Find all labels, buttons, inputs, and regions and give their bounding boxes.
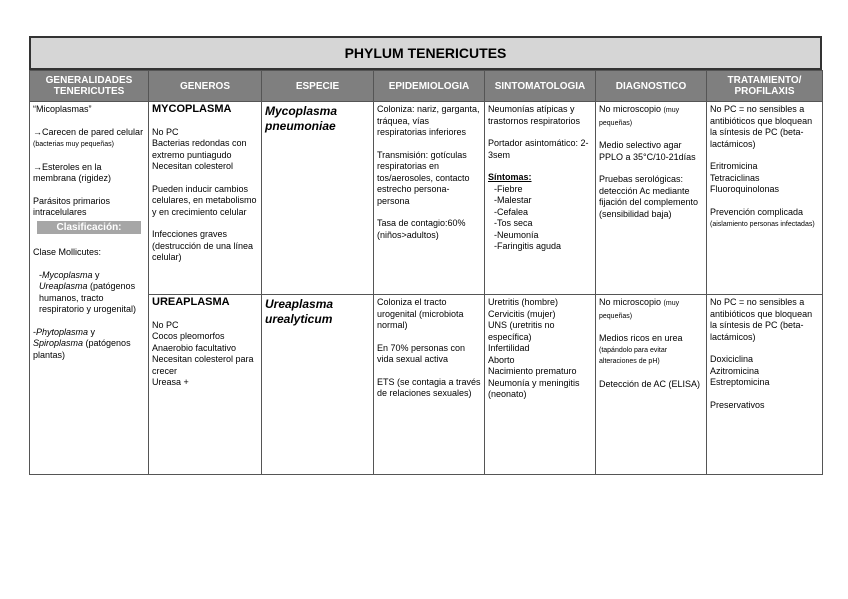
- drug-item: Azitromicina: [710, 365, 760, 376]
- diag-p3: Pruebas serológicas: detección Ac mediante fijación del complemento (sensibilidad baja): [599, 174, 699, 219]
- cell-especie-ureaplasma: [262, 295, 374, 475]
- diag-p2-note: (tapándolo para evitar alteraciones de pH): [599, 346, 668, 365]
- gen-p2: →Carecen de pared celular (bacterias muy pequeñas): [33, 126, 144, 148]
- header-tratamiento: TRATAMIENTO/ PROFILAXIS: [707, 71, 823, 102]
- genero-line: Cocos pleomorfos: [152, 331, 225, 341]
- gen-p1: “Micoplasmas”: [33, 104, 92, 114]
- gen-p3: →Esteroles en la membrana (rigidez): [33, 161, 112, 183]
- document-page: [29, 36, 822, 475]
- symptom-item: Nacimiento prematuro: [488, 366, 577, 376]
- symptom-item: UNS (uretritis no específica): [488, 320, 555, 342]
- genero-line: No PC: [152, 319, 179, 330]
- header-generalidades: GENERALIDADES TENERICUTES: [30, 71, 149, 102]
- clase-label: Clase Mollicutes:: [33, 247, 102, 257]
- genero-line: Necesitan colesterol para crecer: [152, 354, 254, 376]
- trat-p3: Prevención complicada (aislamiento personas infectadas): [710, 206, 815, 228]
- diag-p2: Medios ricos en urea: [599, 333, 683, 343]
- genero-p2: Pueden inducir cambios celulares, en metabolismo y en crecimiento celular: [152, 183, 257, 217]
- cell-genero-ureaplasma: [149, 295, 262, 475]
- symptom-item: -Tos seca: [494, 218, 533, 228]
- epi-p1: Coloniza el tracto urogenital (microbiota normal): [377, 297, 464, 330]
- cell-trat-ureaplasma: [707, 295, 823, 475]
- cell-generalidades: [30, 102, 149, 475]
- sintomas-title: Síntomas:: [488, 172, 532, 182]
- cell-especie-mycoplasma: [262, 102, 374, 295]
- genero-title: MYCOPLASMA: [152, 103, 232, 115]
- tenericutes-table: [29, 70, 823, 475]
- sin-p1: Neumonías atípicas y trastornos respiratorios: [488, 104, 581, 126]
- symptom-item: Infertilidad: [488, 343, 530, 353]
- header-generos: GENEROS: [149, 71, 262, 102]
- diag-p1: No microscopio (muy pequeñas): [599, 104, 680, 127]
- phyto-class-text: -Phytoplasma y Spiroplasma (patógenos plantas): [33, 326, 131, 360]
- symptom-item: -Neumonía: [494, 229, 539, 240]
- header-sintomatologia: SINTOMATOLOGIA: [485, 71, 596, 102]
- myco-class-text: -Mycoplasma y Ureaplasma (patógenos humanos, tracto respiratorio y urogenital): [39, 269, 137, 314]
- drug-item: Estreptomicina: [710, 377, 770, 387]
- epi-p3: Tasa de contagio:60% (niños>adultos): [377, 218, 466, 240]
- genero-p3: Infecciones graves (destrucción de una línea celular): [152, 229, 254, 262]
- genero-title: UREAPLASMA: [152, 296, 230, 308]
- drug-item: Doxiciclina: [710, 354, 754, 364]
- symptom-item: -Cefalea: [494, 206, 529, 217]
- clasificacion-label: Clasificación:: [37, 221, 141, 235]
- cell-epi-ureaplasma: [374, 295, 485, 475]
- symptom-item: Aborto: [488, 354, 515, 365]
- species-name: Ureaplasma urealyticum: [265, 297, 334, 326]
- cell-diag-mycoplasma: [596, 102, 707, 295]
- genero-line: No PC: [152, 126, 179, 137]
- diag-p3: Detección de AC (ELISA): [599, 378, 701, 389]
- species-name: Mycoplasma pneumoniae: [265, 104, 338, 133]
- diag-p2: Medio selectivo agar PPLO a 35°C/10-21días: [599, 140, 696, 162]
- symptom-item: Uretritis (hombre): [488, 297, 559, 307]
- symptom-item: -Malestar: [494, 195, 532, 205]
- table-row-mycoplasma: [30, 102, 823, 295]
- table-title: PHYLUM TENERICUTES: [29, 36, 822, 70]
- cell-genero-mycoplasma: [149, 102, 262, 295]
- genero-line: Bacterias redondas con extremo puntiagudo: [152, 138, 247, 160]
- cell-epi-mycoplasma: [374, 102, 485, 295]
- symptom-item: Neumonía y meningitis (neonato): [488, 377, 580, 399]
- sin-p2: Portador asintomático: 2-3sem: [488, 138, 589, 160]
- genero-line: Ureasa +: [152, 377, 189, 387]
- cell-sin-ureaplasma: [485, 295, 596, 475]
- symptom-item: Cervicitis (mujer): [488, 308, 556, 319]
- trat-p1: No PC = no sensibles a antibióticos que bloquean la síntesis de PC (beta-lactámicos): [710, 297, 813, 342]
- cell-trat-mycoplasma: [707, 102, 823, 295]
- header-especie: ESPECIE: [262, 71, 374, 102]
- drug-item: Fluoroquinolonas: [710, 184, 780, 194]
- gen-p4: Parásitos primarios intracelulares: [33, 195, 111, 217]
- genero-line: Necesitan colesterol: [152, 161, 234, 171]
- epi-p2: Transmisión: gotículas respiratorias en tos/aerosoles, contacto estrecho persona-persona: [377, 149, 470, 206]
- epi-p1: Coloniza: nariz, garganta, tráquea, vías respiratorias inferiores: [377, 104, 480, 137]
- header-epidemiologia: EPIDEMIOLOGIA: [374, 71, 485, 102]
- cell-diag-ureaplasma: [596, 295, 707, 475]
- trat-p3: Preservativos: [710, 399, 765, 410]
- epi-p2: En 70% personas con vida sexual activa: [377, 342, 466, 364]
- genero-line: Anaerobio facultativo: [152, 342, 237, 353]
- drug-item: Tetraciclinas: [710, 172, 760, 183]
- trat-p1: No PC = no sensibles a antibióticos que bloquean la síntesis de PC (beta-lactámicos): [710, 104, 813, 149]
- epi-p3: ETS (se contagia a través de relaciones sexuales): [377, 376, 481, 398]
- diag-p1: No microscopio (muy pequeñas): [599, 297, 680, 320]
- header-row: [30, 71, 823, 102]
- symptom-item: -Faringitis aguda: [494, 241, 562, 251]
- table-row-ureaplasma: [30, 295, 823, 475]
- drug-item: Eritromicina: [710, 161, 758, 171]
- symptom-item: -Fiebre: [494, 183, 523, 194]
- header-diagnostico: DIAGNOSTICO: [596, 71, 707, 102]
- cell-sin-mycoplasma: [485, 102, 596, 295]
